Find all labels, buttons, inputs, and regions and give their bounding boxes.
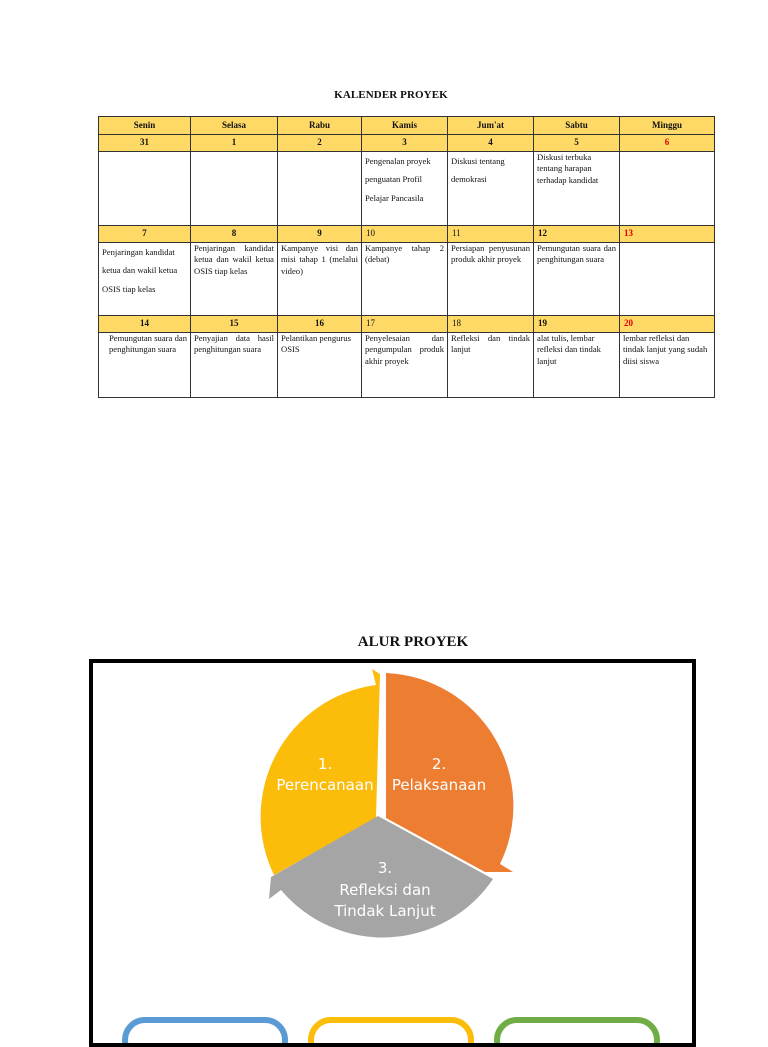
activity-cell: Diskusi tentang demokrasi (448, 152, 534, 226)
segment2-number: 2. (431, 755, 447, 773)
segment1-label: Perencanaan (276, 776, 374, 794)
week3-activity-row (99, 333, 715, 398)
date-number: 7 (99, 226, 191, 243)
activity-cell: Penjaringan kandidat ketua dan wakil ketua OSIS tiap kelas (99, 243, 191, 316)
date-number: 14 (99, 316, 191, 333)
week3-date-row (99, 316, 715, 333)
day-header: Jum'at (448, 117, 534, 135)
activity-cell (99, 152, 191, 226)
week1-date-row (99, 135, 715, 152)
day-header: Minggu (620, 117, 715, 135)
calendar-header-row (99, 117, 715, 135)
segment3-label-line2: Tindak Lanjut (334, 902, 436, 920)
activity-cell: lembar refleksi dan tindak lanjut yang sudah diisi siswa (620, 333, 715, 398)
activity-cell: alat tulis, lembar refleksi dan tindak lanjut (534, 333, 620, 398)
date-number: 8 (191, 226, 278, 243)
activity-cell: Pengenalan proyek penguatan Profil Pelajar Pancasila (362, 152, 448, 226)
date-number-sunday: 20 (620, 316, 715, 333)
date-number: 10 (362, 226, 448, 243)
activity-cell: Pemungutan suara dan penghitungan suara (99, 333, 191, 398)
day-header: Kamis (362, 117, 448, 135)
date-number: 12 (534, 226, 620, 243)
date-number: 4 (448, 135, 534, 152)
alur-diagram-frame (89, 659, 696, 1047)
week2-activity-row (99, 243, 715, 316)
alur-title: ALUR PROYEK (357, 634, 469, 650)
date-number: 16 (278, 316, 362, 333)
date-number: 19 (534, 316, 620, 333)
day-header: Sabtu (534, 117, 620, 135)
date-number: 9 (278, 226, 362, 243)
activity-cell: Kampanye visi dan misi tahap 1 (melalui video) (278, 243, 362, 316)
activity-cell (620, 243, 715, 316)
activity-cell (278, 152, 362, 226)
bottom-shape-green (497, 1020, 657, 1043)
activity-cell: Kampanye tahap 2 (debat) (362, 243, 448, 316)
segment3-label-line1: Refleksi dan (339, 881, 431, 899)
day-header: Rabu (278, 117, 362, 135)
activity-cell: Penjaringan kandidat ketua dan wakil ketua OSIS tiap kelas (191, 243, 278, 316)
calendar-title: KALENDER PROYEK (334, 89, 448, 101)
date-number: 5 (534, 135, 620, 152)
activity-cell (191, 152, 278, 226)
date-number-sunday: 13 (620, 226, 715, 243)
date-number: 2 (278, 135, 362, 152)
date-number-sunday: 6 (620, 135, 715, 152)
activity-cell: Pelantikan pengurus OSIS (278, 333, 362, 398)
activity-cell: Diskusi terbuka tentang harapan terhadap kandidat (534, 152, 620, 226)
date-number: 31 (99, 135, 191, 152)
activity-cell (620, 152, 715, 226)
date-number: 11 (448, 226, 534, 243)
week2-date-row (99, 226, 715, 243)
week1-activity-row (99, 152, 715, 226)
day-header: Selasa (191, 117, 278, 135)
date-number: 15 (191, 316, 278, 333)
segment3-number: 3. (377, 859, 393, 877)
bottom-shape-blue (125, 1020, 285, 1043)
segment2-label: Pelaksanaan (391, 776, 487, 794)
activity-cell: Persiapan penyusunan produk akhir proyek (448, 243, 534, 316)
day-header: Senin (99, 117, 191, 135)
date-number: 17 (362, 316, 448, 333)
activity-cell: Pemungutan suara dan penghitungan suara (534, 243, 620, 316)
date-number: 3 (362, 135, 448, 152)
date-number: 1 (191, 135, 278, 152)
project-calendar-table (98, 116, 715, 398)
bottom-shape-yellow (311, 1020, 471, 1043)
date-number: 18 (448, 316, 534, 333)
activity-cell: Penyelesaian dan pengumpulan produk akhir proyek (362, 333, 448, 398)
activity-cell: Penyajian data hasil penghitungan suara (191, 333, 278, 398)
project-cycle-diagram (93, 663, 692, 1043)
segment1-number: 1. (317, 755, 333, 773)
activity-cell: Refleksi dan tindak lanjut (448, 333, 534, 398)
